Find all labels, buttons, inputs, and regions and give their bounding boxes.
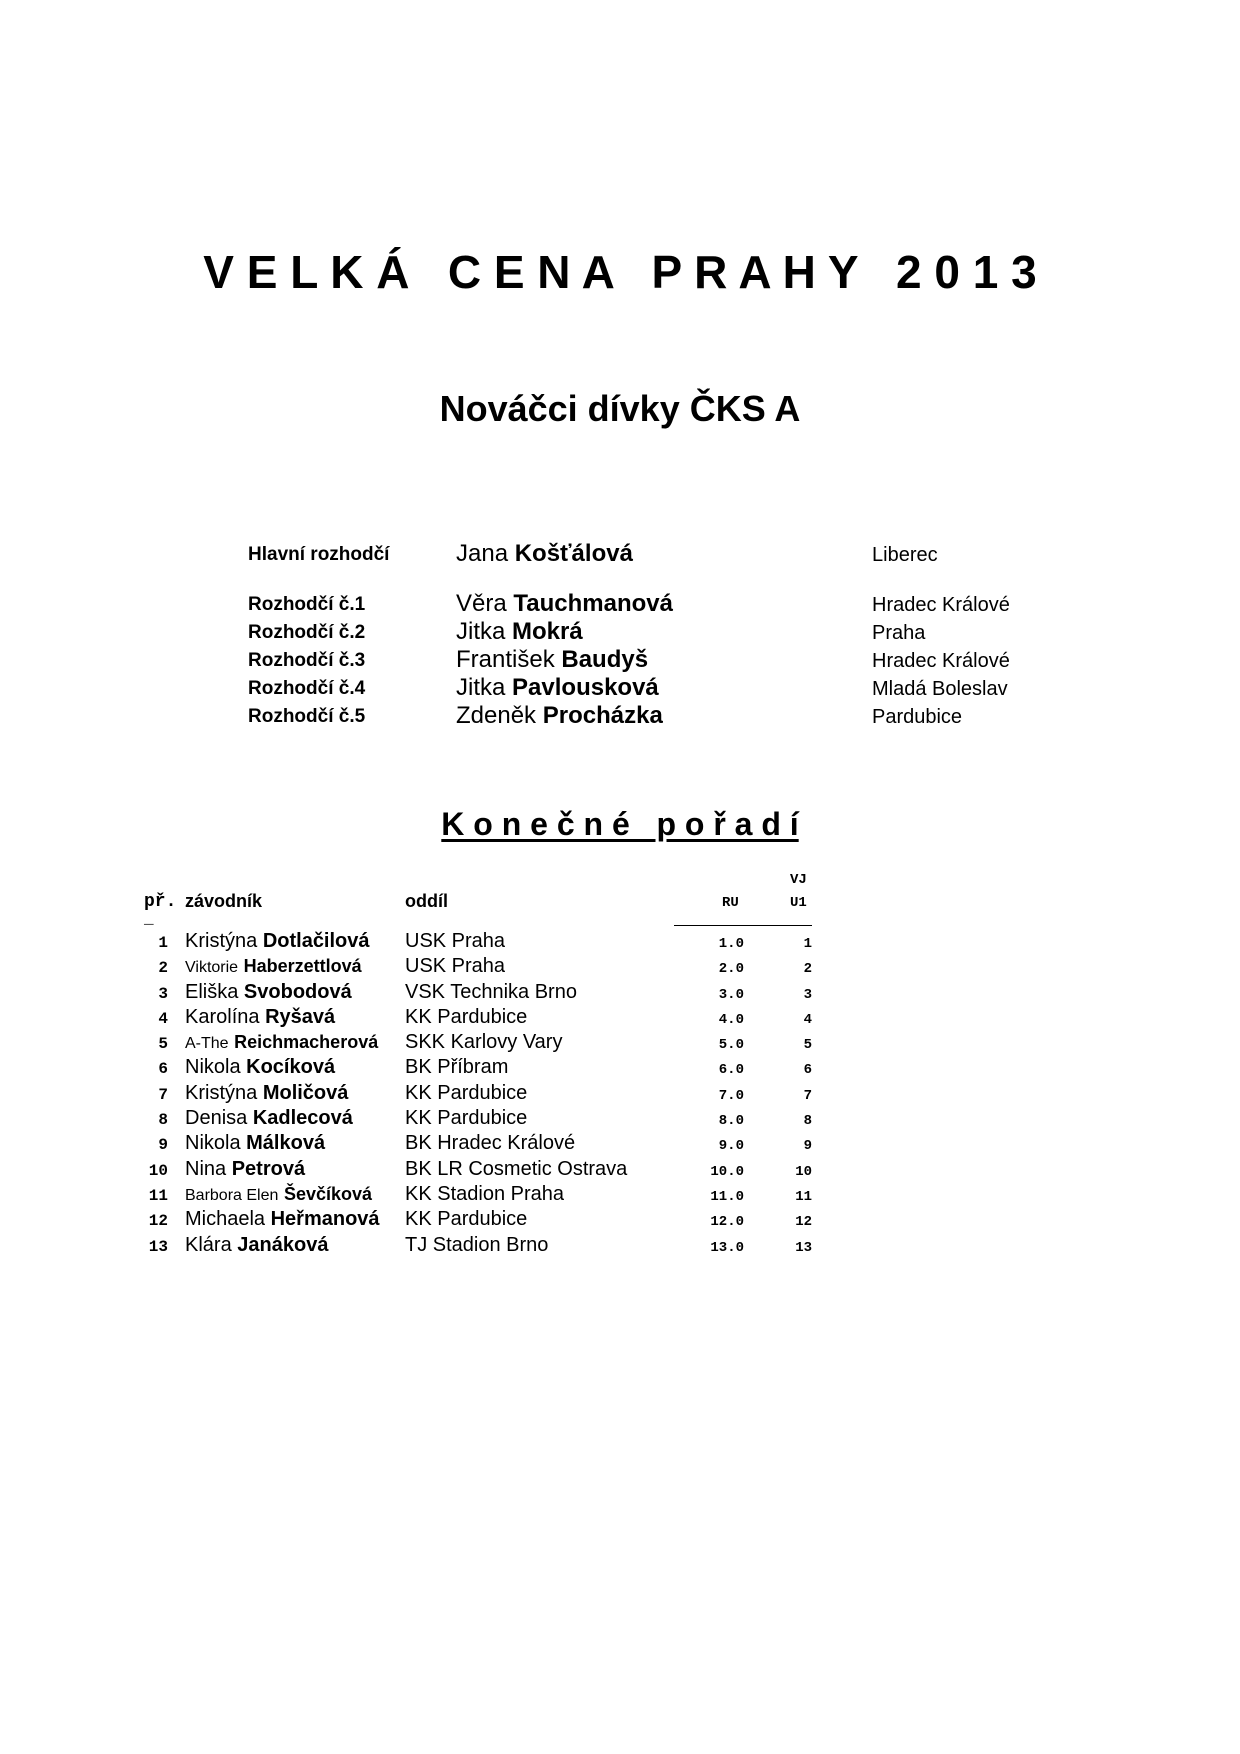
result-rank: 7 (158, 1085, 168, 1104)
header-rank-dash: _ (144, 910, 154, 928)
result-club: USK Praha (405, 930, 506, 952)
result-club: BK Hradec Králové (405, 1132, 576, 1155)
result-vj: 3 (803, 986, 812, 1003)
result-rank: 1 (158, 934, 168, 952)
result-competitor (185, 1208, 380, 1231)
result-ru: 11.0 (710, 1188, 744, 1205)
result-row (0, 930, 1240, 955)
result-rank: 8 (158, 1111, 168, 1130)
result-row (0, 1208, 1240, 1233)
result-row (0, 1031, 1240, 1056)
result-rank: 10 (148, 1161, 168, 1180)
result-competitor (185, 930, 370, 953)
header-rank: př. (144, 892, 177, 912)
competitor-first-name: Denisa (185, 1107, 248, 1130)
official-name (456, 618, 583, 646)
result-competitor (185, 1006, 335, 1029)
result-rank: 11 (148, 1186, 168, 1205)
official-name (456, 540, 633, 568)
competitor-last-name: Haberzettlová (243, 956, 362, 977)
official-role: Rozhodčí č.5 (248, 706, 366, 727)
official-name (456, 702, 663, 730)
result-competitor (185, 955, 362, 978)
result-rank: 3 (158, 984, 168, 1003)
result-row (0, 1082, 1240, 1107)
official-row (248, 646, 1048, 674)
official-role: Rozhodčí č.2 (248, 622, 366, 643)
result-row (0, 1132, 1240, 1157)
result-club: BK LR Cosmetic Ostrava (405, 1157, 628, 1180)
result-row (0, 1107, 1240, 1132)
official-first-name: Zdeněk (456, 702, 537, 729)
competitor-last-name: Ryšavá (265, 1005, 336, 1028)
result-competitor (185, 1031, 378, 1054)
competitor-first-name: Kristýna (185, 1081, 258, 1104)
competitor-last-name: Janáková (237, 1233, 329, 1256)
result-club: KK Pardubice (405, 1005, 528, 1028)
result-competitor (185, 1056, 335, 1079)
result-club: TJ Stadion Brno (405, 1233, 549, 1256)
official-last-name: Pavlousková (512, 674, 659, 701)
competitor-last-name: Kocíková (246, 1056, 336, 1079)
competitor-first-name: Kristýna (185, 930, 258, 952)
results-title (0, 806, 1240, 843)
result-club: KK Pardubice (405, 1081, 528, 1104)
official-first-name: Jitka (456, 674, 506, 701)
result-ru: 1.0 (718, 936, 744, 952)
official-first-name: Věra (456, 590, 507, 617)
result-ru: 9.0 (718, 1138, 744, 1155)
results-title-text: K o n e č n é p o ř a d í (441, 806, 799, 842)
result-club: KK Pardubice (405, 1107, 528, 1130)
result-vj: 1 (803, 936, 812, 952)
result-ru: 10.0 (710, 1163, 744, 1180)
result-ru: 2.0 (718, 961, 744, 978)
competitor-first-name: Nikola (185, 1132, 241, 1155)
official-name (456, 646, 648, 674)
result-club: KK Stadion Praha (405, 1182, 564, 1205)
result-vj: 7 (803, 1087, 812, 1104)
result-ru: 8.0 (718, 1113, 744, 1130)
result-row (0, 1183, 1240, 1208)
competitor-first-name: Michaela (185, 1208, 266, 1231)
result-club: BK Příbram (405, 1056, 509, 1079)
result-rank: 6 (158, 1060, 168, 1079)
result-club: VSK Technika Brno (405, 980, 577, 1003)
document-subtitle: Nováčci dívky ČKS A (439, 388, 801, 429)
official-row (248, 702, 1048, 730)
competitor-last-name: Dotlačilová (262, 930, 370, 952)
result-competitor (185, 1132, 325, 1155)
result-ru: 5.0 (718, 1037, 744, 1054)
header-name: závodník (185, 891, 263, 911)
official-role: Hlavní rozhodčí (248, 544, 390, 565)
result-rank: 12 (148, 1212, 168, 1231)
official-row (248, 590, 1048, 618)
official-last-name: Baudyš (561, 646, 649, 673)
result-vj: 13 (795, 1239, 812, 1256)
result-vj: 2 (803, 961, 812, 978)
header-ru: RU (722, 895, 739, 911)
result-competitor (185, 981, 352, 1004)
official-city: Pardubice (872, 706, 963, 728)
result-club: USK Praha (405, 955, 506, 978)
result-row (0, 955, 1240, 980)
official-row (248, 674, 1048, 702)
result-vj: 10 (795, 1163, 812, 1180)
result-row (0, 1056, 1240, 1081)
result-ru: 3.0 (718, 986, 744, 1003)
competitor-first-name: Barbora Elen (185, 1186, 279, 1204)
result-rank: 2 (158, 959, 168, 978)
result-club: KK Pardubice (405, 1208, 528, 1231)
official-last-name: Košťálová (514, 540, 633, 567)
official-name (456, 674, 659, 702)
official-first-name: Jana (456, 540, 509, 567)
result-ru: 13.0 (710, 1239, 744, 1256)
competitor-first-name: Viktorie (185, 959, 239, 977)
header-u1: U1 (790, 895, 807, 911)
official-last-name: Mokrá (512, 618, 583, 645)
competitor-first-name: A-The (185, 1035, 229, 1053)
result-vj: 4 (803, 1011, 812, 1028)
competitor-last-name: Reichmacherová (234, 1032, 379, 1053)
official-name (456, 590, 673, 618)
result-vj: 8 (803, 1113, 812, 1130)
official-city: Liberec (872, 544, 938, 566)
official-role: Rozhodčí č.3 (248, 650, 366, 671)
result-competitor (185, 1183, 372, 1206)
official-last-name: Tauchmanová (513, 590, 673, 617)
result-row (0, 1158, 1240, 1183)
official-city: Hradec Králové (872, 594, 1010, 616)
result-vj: 11 (795, 1188, 812, 1205)
competitor-last-name: Ševčíková (283, 1183, 373, 1204)
officials-list (248, 540, 1048, 730)
result-ru: 4.0 (718, 1011, 744, 1028)
competitor-first-name: Nikola (185, 1056, 241, 1079)
result-vj: 12 (795, 1214, 812, 1231)
official-city: Hradec Králové (872, 650, 1010, 672)
result-competitor (185, 1107, 353, 1130)
competitor-first-name: Eliška (185, 980, 239, 1003)
competitor-first-name: Karolína (185, 1005, 260, 1028)
official-city: Mladá Boleslav (872, 678, 1008, 700)
header-rule (674, 925, 812, 926)
result-rank: 4 (158, 1009, 168, 1028)
result-vj: 6 (803, 1062, 812, 1079)
official-last-name: Procházka (542, 702, 663, 729)
result-rank: 5 (158, 1035, 168, 1054)
result-competitor (185, 1158, 305, 1181)
official-row (248, 540, 1048, 568)
competitor-first-name: Nina (185, 1157, 227, 1180)
official-city: Praha (872, 622, 926, 644)
result-ru: 6.0 (718, 1062, 744, 1079)
result-competitor (185, 1082, 348, 1105)
result-rank: 13 (148, 1237, 168, 1256)
result-competitor (185, 1234, 328, 1257)
official-role: Rozhodčí č.4 (248, 678, 366, 699)
result-row (0, 1006, 1240, 1031)
result-vj: 9 (803, 1138, 812, 1155)
competitor-last-name: Málková (246, 1132, 326, 1155)
results-table (0, 930, 1240, 1259)
header-club: oddíl (405, 891, 448, 911)
result-rank: 9 (158, 1136, 168, 1155)
competitor-last-name: Petrová (231, 1157, 306, 1180)
result-row (0, 1234, 1240, 1259)
result-vj: 5 (803, 1037, 812, 1054)
official-row (248, 618, 1048, 646)
header-vj: VJ (790, 872, 807, 888)
result-club: SKK Karlovy Vary (405, 1031, 563, 1054)
competitor-last-name: Kadlecová (252, 1107, 353, 1130)
document-title: V E L K Á C E N A P R A H Y 2 0 1 3 (203, 246, 1037, 298)
competitor-first-name: Klára (185, 1233, 232, 1256)
competitor-last-name: Heřmanová (270, 1208, 380, 1231)
competitor-last-name: Moličová (262, 1081, 349, 1104)
official-first-name: Jitka (456, 618, 506, 645)
result-ru: 7.0 (718, 1087, 744, 1104)
official-role: Rozhodčí č.1 (248, 594, 366, 615)
result-row (0, 981, 1240, 1006)
result-ru: 12.0 (710, 1214, 744, 1231)
official-first-name: František (456, 646, 555, 673)
competitor-last-name: Svobodová (243, 980, 352, 1003)
